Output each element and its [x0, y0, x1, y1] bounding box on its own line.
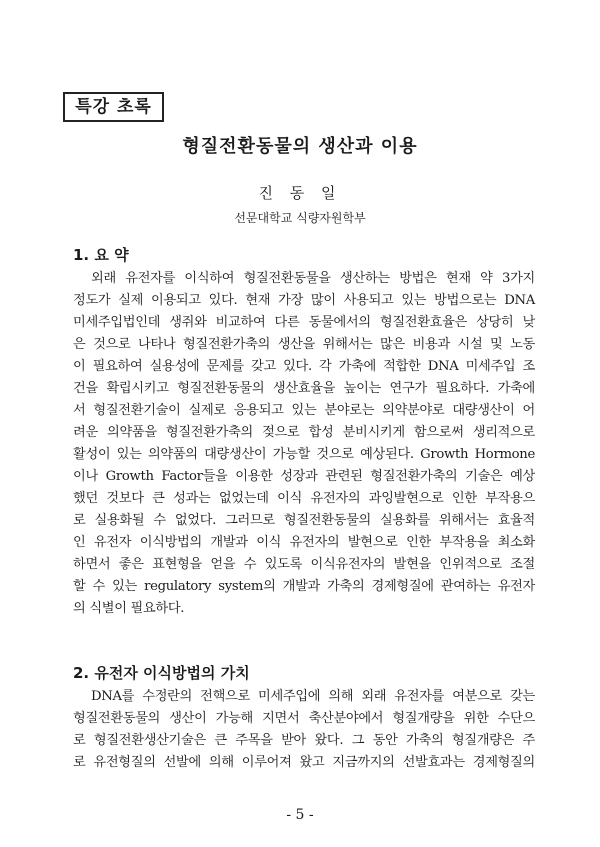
paragraph-line: 이 필요하여 실용성에 문제를 갖고 있다. 각 가축에 적합한 DNA 미세주입 조	[73, 359, 535, 374]
paragraph-line: 형질전환동물의 생산이 가능해 지면서 축산분야에서 형질개량을 위한 수단으	[73, 711, 535, 726]
document-title: 형질전환동물의 생산과 이용	[182, 136, 418, 157]
author-affiliation: 선문대학교 식량자원학부	[234, 211, 366, 225]
paragraph-line: 정도가 실제 이용되고 있다. 현재 가장 많이 사용되고 있는 방법으로는 DNA	[73, 293, 535, 308]
page-number: - 5 -	[286, 807, 314, 823]
paragraph-line: 하면서 좋은 표현형을 얻을 수 있도록 이식유전자의 발현을 인위적으로 조절	[73, 557, 535, 572]
special-lecture-tag: 특강 초록	[63, 92, 164, 122]
paragraph-line: 로 유전형질의 선발에 의해 이루어져 왔고 지금까지의 선발효과는 경제형질의	[73, 755, 535, 770]
author-name: 진 동 일	[258, 184, 342, 202]
paragraph-line: 은 것으로 나타나 형질전환가축의 생산을 위해서는 많은 비용과 시설 및 노동	[73, 337, 535, 352]
paragraph-line: 로 형질전환생산기술은 큰 주목을 받아 왔다. 그 동안 가축의 형질개량은 주	[73, 733, 535, 748]
paragraph-line: 서 형질전환기술이 실제로 응용되고 있는 분야로는 의약분야로 대량생산이 어	[73, 403, 535, 418]
paragraph-line: 외래 유전자를 이식하여 형질전환동물을 생산하는 방법은 현재 약 3가지	[91, 271, 535, 286]
paragraph-line: 활성이 있는 의약품의 대량생산이 가능할 것으로 예상된다. Growth Hormone	[73, 447, 535, 462]
paragraph-line: 려운 의약품을 형질전환가축의 젖으로 합성 분비시키게 함으로써 생리적으로	[73, 425, 535, 440]
paragraph-line: 이나 Growth Factor들을 이용한 성장과 관련된 형질전환가축의 기술은 예상	[73, 469, 535, 484]
paragraph-line: DNA를 수정란의 전핵으로 미세주입에 의해 외래 유전자를 여분으로 갖는	[91, 689, 535, 704]
paragraph-line: 인 유전자 이식방법의 개발과 이식 유전자의 발현으로 인한 부작용을 최소화	[73, 535, 535, 550]
paragraph-line: 건을 확립시키고 형질전환동물의 생산효율을 높이는 연구가 필요하다. 가축에	[73, 381, 535, 396]
paragraph-line: 미세주입법인데 생쥐와 비교하여 다른 동물에서의 형질전환효율은 상당히 낮	[73, 315, 535, 330]
section-heading-transfer-value: 2. 유전자 이식방법의 가치	[73, 664, 250, 682]
paragraph-line: 의 식별이 필요하다.	[73, 601, 185, 616]
paragraph-line: 할 수 있는 regulatory system의 개발과 가축의 경제형질에 관여하는 유전자	[73, 579, 535, 594]
paragraph-line: 했던 것보다 큰 성과는 없었는데 이식 유전자의 과잉발현으로 인한 부작용으	[73, 491, 535, 506]
paragraph-line: 로 실용화될 수 없었다. 그러므로 형질전환동물의 실용화를 위해서는 효율적	[73, 513, 535, 528]
section-heading-summary: 1. 요 약	[73, 246, 129, 264]
